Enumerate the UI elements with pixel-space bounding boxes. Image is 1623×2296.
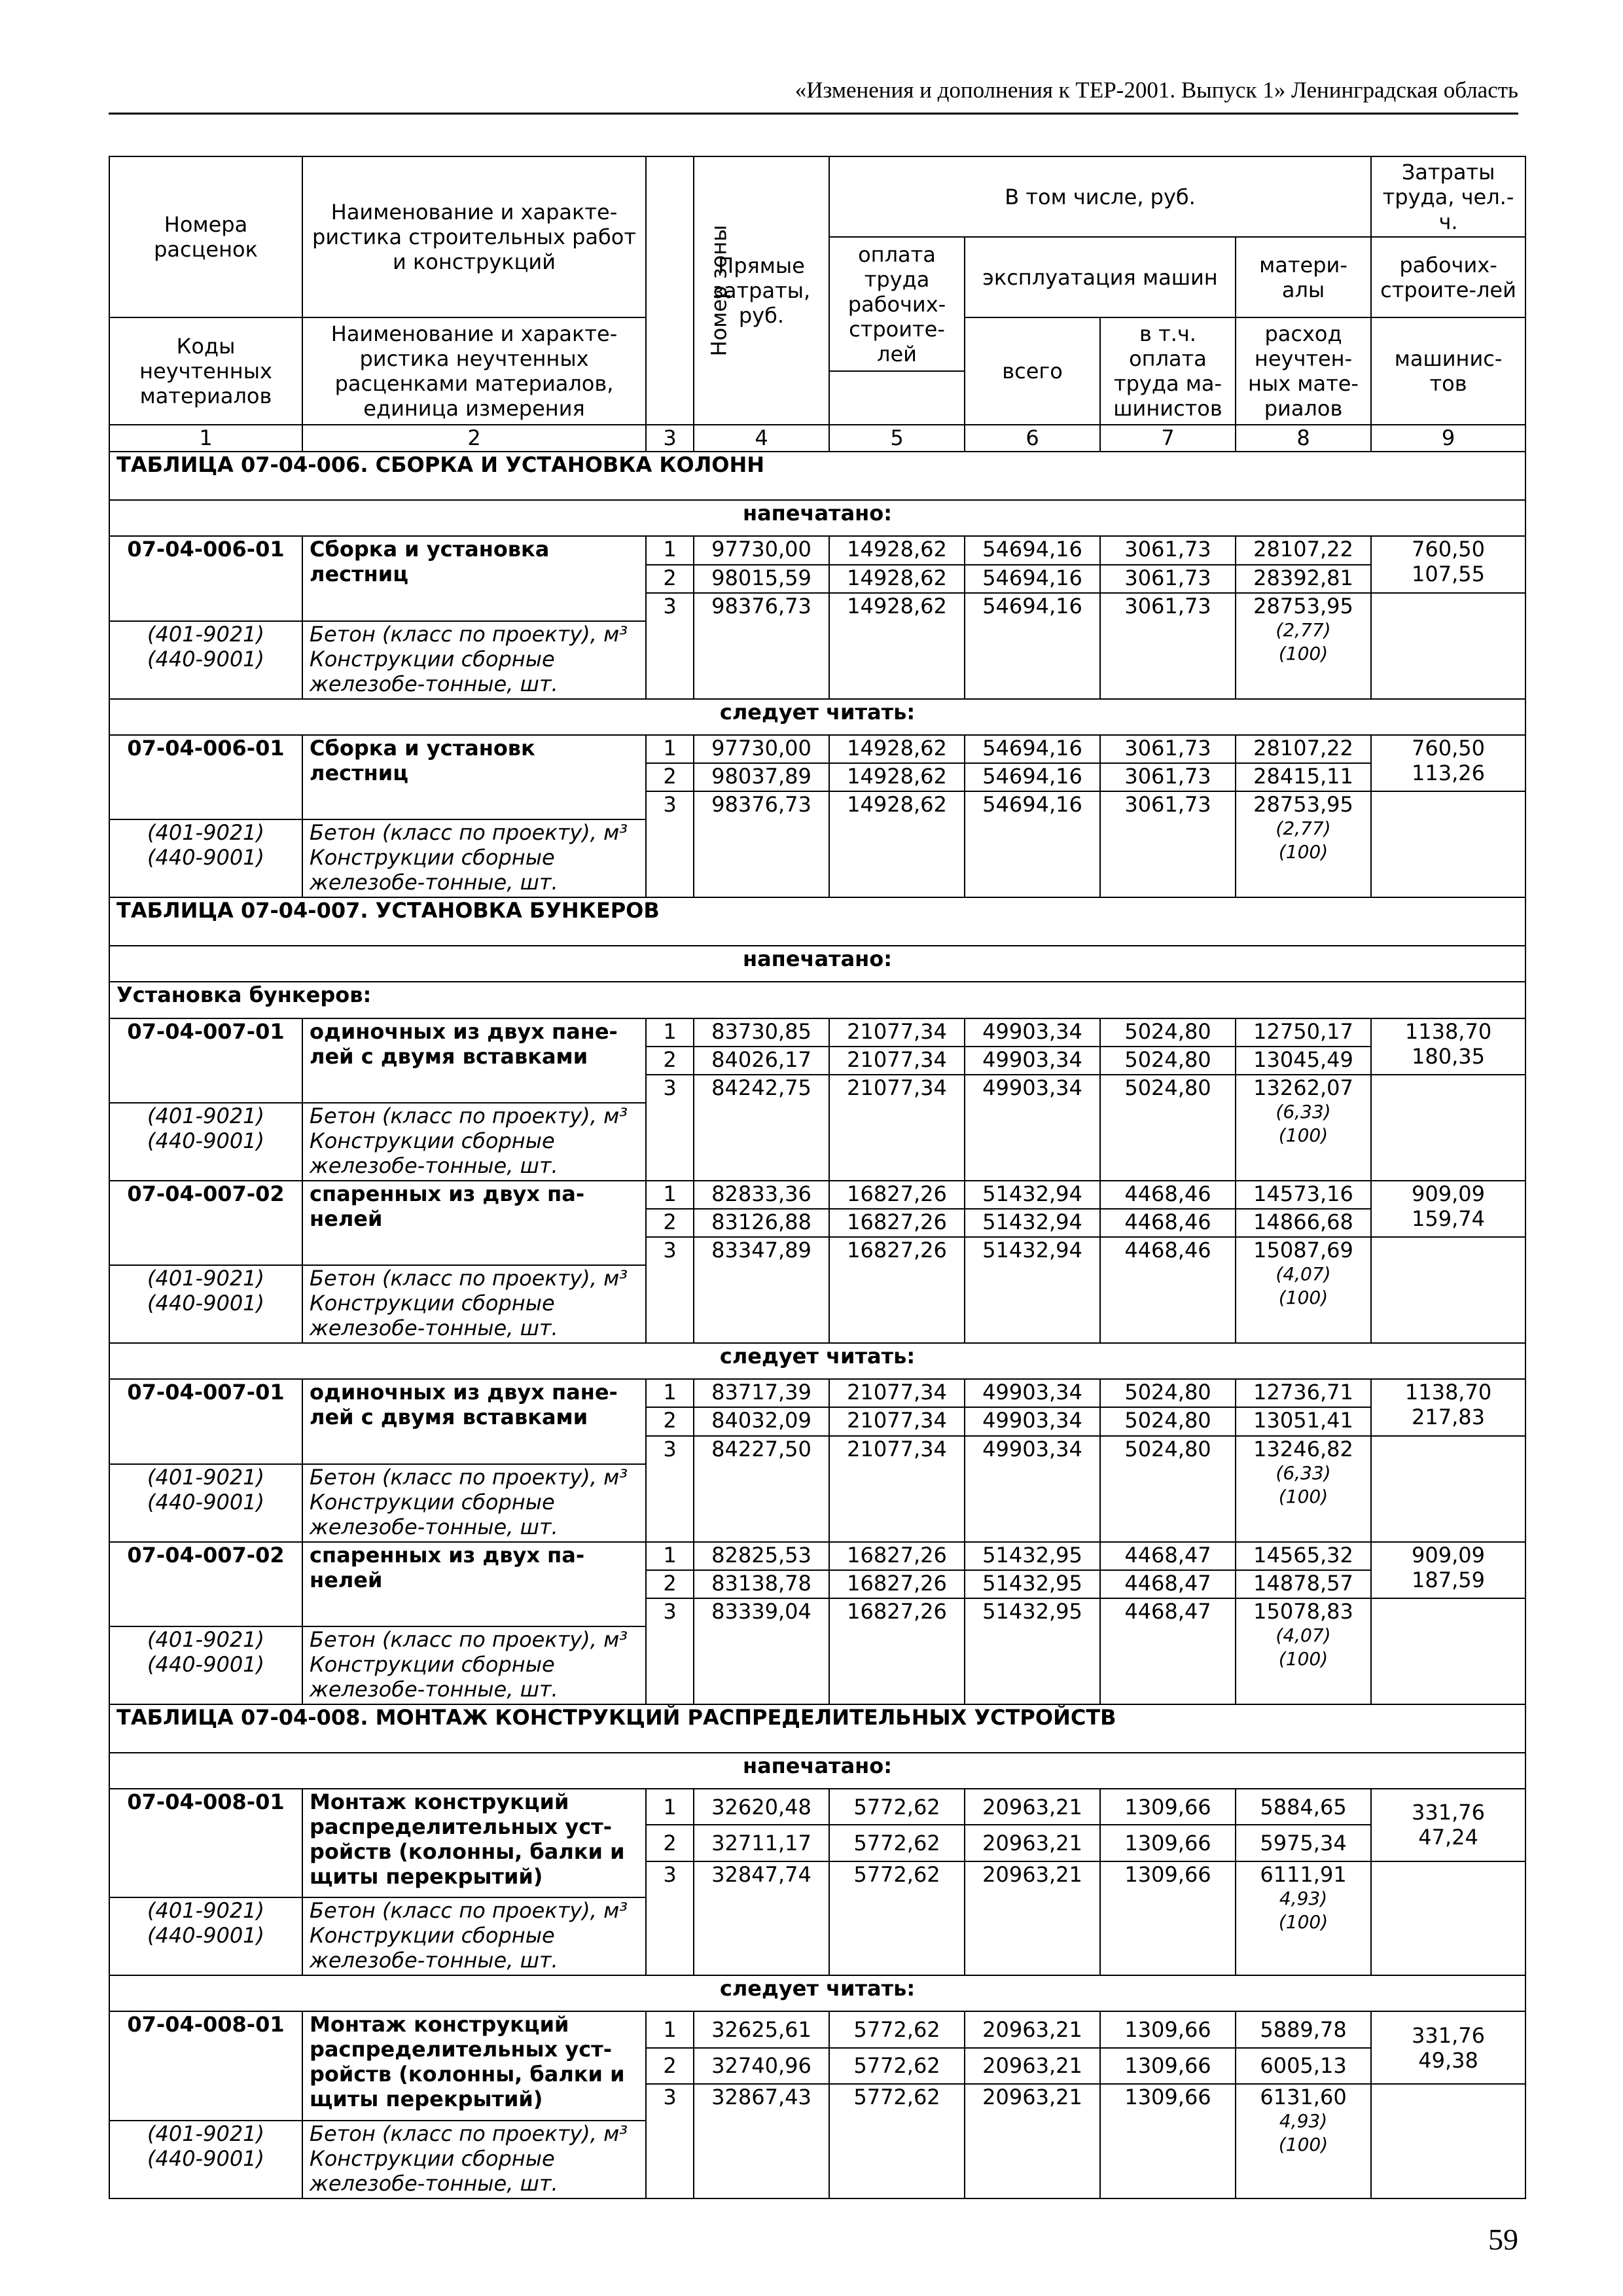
zone-cell: 1 bbox=[646, 536, 694, 564]
running-head: «Изменения и дополнения к ТЕР-2001. Выпуск 1» Ленинградская область bbox=[794, 77, 1518, 103]
material-codes: (401-9021) (440-9001) bbox=[109, 819, 302, 897]
material-names: Бетон (класс по проекту), м³ Конструкции сборные железобе-тонные, шт. bbox=[302, 621, 646, 699]
value-cell: 83126,88 bbox=[694, 1209, 829, 1237]
zone-cell: 3 bbox=[646, 2084, 694, 2198]
zone-cell: 3 bbox=[646, 1075, 694, 1181]
hdr-mat-use: расход неучтен-ных мате-риалов bbox=[1236, 317, 1371, 425]
rate-code: 07-04-006-01 bbox=[109, 536, 302, 620]
value-cell: 14878,57 bbox=[1236, 1570, 1371, 1598]
value-cell: 1309,66 bbox=[1100, 2011, 1236, 2047]
value-cell: 1309,66 bbox=[1100, 1789, 1236, 1825]
group-heading: Установка бункеров: bbox=[109, 982, 1525, 1018]
value-cell: 84242,75 bbox=[694, 1075, 829, 1181]
value-cell: 5772,62 bbox=[829, 2048, 965, 2084]
value-cell: 16827,26 bbox=[829, 1598, 965, 1704]
value-cell: 16827,26 bbox=[829, 1209, 965, 1237]
hdr-total: всего bbox=[965, 317, 1100, 425]
value-cell: 83347,89 bbox=[694, 1237, 829, 1343]
value-cell: 5884,65 bbox=[1236, 1789, 1371, 1825]
value-cell: 14928,62 bbox=[829, 565, 965, 593]
materials-cell: 6131,60 4,93) (100) bbox=[1236, 2084, 1371, 2198]
value-cell: 13051,41 bbox=[1236, 1407, 1371, 1435]
value-cell: 97730,00 bbox=[694, 536, 829, 564]
value-cell: 3061,73 bbox=[1100, 791, 1236, 897]
should-read-label: следует читать: bbox=[109, 1343, 1525, 1379]
value-cell: 49903,34 bbox=[965, 1379, 1100, 1407]
materials-cell: 28753,95 (2,77) (100) bbox=[1236, 791, 1371, 897]
hdr-machines: эксплуатация машин bbox=[965, 237, 1236, 317]
hdr-mat-codes: Коды неучтенных материалов bbox=[109, 317, 302, 425]
zone-cell: 1 bbox=[646, 1181, 694, 1209]
zone-cell: 2 bbox=[646, 1047, 694, 1075]
value-cell: 5772,62 bbox=[829, 1861, 965, 1975]
should-read-label: следует читать: bbox=[109, 1975, 1525, 2011]
value-cell: 14928,62 bbox=[829, 735, 965, 763]
col-num: 7 bbox=[1100, 425, 1236, 452]
value-cell: 49903,34 bbox=[965, 1075, 1100, 1181]
value-cell: 21077,34 bbox=[829, 1379, 965, 1407]
table-title: ТАБЛИЦА 07-04-008. МОНТАЖ КОНСТРУКЦИЙ РАСПРЕДЕЛИТЕЛЬНЫХ УСТРОЙСТВ bbox=[109, 1704, 1525, 1753]
rate-name: Монтаж конструкций распределительных уст-ройств (колонны, балки и щиты перекрытий) bbox=[302, 1789, 646, 1897]
hdr-direct: Прямые затраты, руб. bbox=[694, 156, 829, 425]
zone-cell: 2 bbox=[646, 1407, 694, 1435]
rate-code: 07-04-007-02 bbox=[109, 1181, 302, 1265]
hdr-operators: машинис-тов bbox=[1371, 317, 1525, 425]
value-cell: 5975,34 bbox=[1236, 1825, 1371, 1861]
value-cell: 4468,46 bbox=[1100, 1209, 1236, 1237]
value-cell: 1309,66 bbox=[1100, 2048, 1236, 2084]
material-codes: (401-9021) (440-9001) bbox=[109, 1464, 302, 1542]
value-cell: 20963,21 bbox=[965, 2048, 1100, 2084]
material-names: Бетон (класс по проекту), м³ Конструкции сборные железобе-тонные, шт. bbox=[302, 1103, 646, 1181]
value-cell: 20963,21 bbox=[965, 1861, 1100, 1975]
value-cell: 3061,73 bbox=[1100, 565, 1236, 593]
value-cell: 20963,21 bbox=[965, 2011, 1100, 2047]
value-cell: 1309,66 bbox=[1100, 1861, 1236, 1975]
material-codes: (401-9021) (440-9001) bbox=[109, 621, 302, 699]
value-cell: 49903,34 bbox=[965, 1047, 1100, 1075]
materials-cell: 6111,91 4,93) (100) bbox=[1236, 1861, 1371, 1975]
value-cell: 54694,16 bbox=[965, 565, 1100, 593]
material-codes: (401-9021) (440-9001) bbox=[109, 1103, 302, 1181]
value-cell: 82833,36 bbox=[694, 1181, 829, 1209]
zone-cell: 1 bbox=[646, 735, 694, 763]
col-num: 4 bbox=[694, 425, 829, 452]
value-cell: 54694,16 bbox=[965, 735, 1100, 763]
value-cell: 51432,94 bbox=[965, 1181, 1100, 1209]
value-cell: 20963,21 bbox=[965, 1825, 1100, 1861]
value-cell: 14928,62 bbox=[829, 763, 965, 791]
value-cell: 32847,74 bbox=[694, 1861, 829, 1975]
value-cell: 98376,73 bbox=[694, 791, 829, 897]
value-cell: 21077,34 bbox=[829, 1075, 965, 1181]
header-rule bbox=[109, 113, 1518, 115]
material-names: Бетон (класс по проекту), м³ Конструкции сборные железобе-тонные, шт. bbox=[302, 1265, 646, 1343]
value-cell: 83138,78 bbox=[694, 1570, 829, 1598]
hdr-incl: В том числе, руб. bbox=[829, 156, 1371, 237]
rate-name: одиночных из двух пане-лей с двумя вставками bbox=[302, 1018, 646, 1103]
material-codes: (401-9021) (440-9001) bbox=[109, 1265, 302, 1343]
value-cell: 1309,66 bbox=[1100, 1825, 1236, 1861]
materials-cell: 28753,95 (2,77) (100) bbox=[1236, 593, 1371, 699]
value-cell: 4468,47 bbox=[1100, 1542, 1236, 1570]
hdr-work-name: Наименование и характе-ристика строительных работ и конструкций bbox=[302, 156, 646, 317]
value-cell: 32625,61 bbox=[694, 2011, 829, 2047]
empty-cell bbox=[1371, 1237, 1525, 1343]
material-names: Бетон (класс по проекту), м³ Конструкции сборные железобе-тонные, шт. bbox=[302, 1464, 646, 1542]
hdr-mat-names: Наименование и характе-ристика неучтенных расценками материалов, единица измерения bbox=[302, 317, 646, 425]
zone-cell: 2 bbox=[646, 565, 694, 593]
col-num: 1 bbox=[109, 425, 302, 452]
value-cell: 3061,73 bbox=[1100, 536, 1236, 564]
materials-cell: 13246,82 (6,33) (100) bbox=[1236, 1436, 1371, 1542]
value-cell: 21077,34 bbox=[829, 1407, 965, 1435]
hdr-incl-wage: в т.ч. оплата труда ма-шинистов bbox=[1100, 317, 1236, 425]
col-num: 2 bbox=[302, 425, 646, 452]
value-cell: 16827,26 bbox=[829, 1542, 965, 1570]
rate-code: 07-04-007-01 bbox=[109, 1379, 302, 1463]
labor-cell: 1138,70 180,35 bbox=[1371, 1018, 1525, 1075]
value-cell: 51432,95 bbox=[965, 1598, 1100, 1704]
material-codes: (401-9021) (440-9001) bbox=[109, 2121, 302, 2198]
material-names: Бетон (класс по проекту), м³ Конструкции сборные железобе-тонные, шт. bbox=[302, 1626, 646, 1704]
value-cell: 16827,26 bbox=[829, 1181, 965, 1209]
value-cell: 20963,21 bbox=[965, 2084, 1100, 2198]
value-cell: 83717,39 bbox=[694, 1379, 829, 1407]
material-names: Бетон (класс по проекту), м³ Конструкции сборные железобе-тонные, шт. bbox=[302, 2121, 646, 2198]
zone-cell: 2 bbox=[646, 1209, 694, 1237]
value-cell: 51432,94 bbox=[965, 1209, 1100, 1237]
value-cell: 54694,16 bbox=[965, 791, 1100, 897]
value-cell: 5024,80 bbox=[1100, 1407, 1236, 1435]
col-num: 9 bbox=[1371, 425, 1525, 452]
rate-name: спаренных из двух па-нелей bbox=[302, 1542, 646, 1626]
value-cell: 98376,73 bbox=[694, 593, 829, 699]
material-names: Бетон (класс по проекту), м³ Конструкции сборные железобе-тонные, шт. bbox=[302, 819, 646, 897]
hdr-labor: Затраты труда, чел.-ч. bbox=[1371, 156, 1525, 237]
value-cell: 14866,68 bbox=[1236, 1209, 1371, 1237]
should-read-label: следует читать: bbox=[109, 699, 1525, 735]
value-cell: 14573,16 bbox=[1236, 1181, 1371, 1209]
value-cell: 12736,71 bbox=[1236, 1379, 1371, 1407]
value-cell: 49903,34 bbox=[965, 1018, 1100, 1047]
value-cell: 5889,78 bbox=[1236, 2011, 1371, 2047]
zone-cell: 2 bbox=[646, 763, 694, 791]
value-cell: 14928,62 bbox=[829, 536, 965, 564]
col-num: 3 bbox=[646, 425, 694, 452]
zone-cell: 1 bbox=[646, 1018, 694, 1047]
value-cell: 5772,62 bbox=[829, 1789, 965, 1825]
zone-cell: 1 bbox=[646, 1789, 694, 1825]
value-cell: 98015,59 bbox=[694, 565, 829, 593]
empty-cell bbox=[1371, 791, 1525, 897]
rate-name: спаренных из двух па-нелей bbox=[302, 1181, 646, 1265]
value-cell: 32620,48 bbox=[694, 1789, 829, 1825]
zone-cell: 2 bbox=[646, 1825, 694, 1861]
rate-name: Сборка и установка лестниц bbox=[302, 536, 646, 620]
empty-cell bbox=[1371, 593, 1525, 699]
page-number: 59 bbox=[1488, 2223, 1518, 2256]
value-cell: 28107,22 bbox=[1236, 536, 1371, 564]
zone-cell: 2 bbox=[646, 1570, 694, 1598]
value-cell: 32740,96 bbox=[694, 2048, 829, 2084]
value-cell: 5772,62 bbox=[829, 1825, 965, 1861]
value-cell: 32867,43 bbox=[694, 2084, 829, 2198]
value-cell: 5024,80 bbox=[1100, 1436, 1236, 1542]
rate-name: Монтаж конструкций распределительных уст-ройств (колонны, балки и щиты перекрытий) bbox=[302, 2011, 646, 2120]
labor-cell: 760,50 113,26 bbox=[1371, 735, 1525, 791]
hdr-zone: Номер зоны bbox=[646, 156, 694, 425]
value-cell: 51432,95 bbox=[965, 1570, 1100, 1598]
zone-cell: 3 bbox=[646, 1436, 694, 1542]
zone-cell: 2 bbox=[646, 2048, 694, 2084]
value-cell: 98037,89 bbox=[694, 763, 829, 791]
value-cell: 1309,66 bbox=[1100, 2084, 1236, 2198]
value-cell: 84227,50 bbox=[694, 1436, 829, 1542]
value-cell: 97730,00 bbox=[694, 735, 829, 763]
col-num: 6 bbox=[965, 425, 1100, 452]
value-cell: 20963,21 bbox=[965, 1789, 1100, 1825]
zone-cell: 1 bbox=[646, 1379, 694, 1407]
value-cell: 14565,32 bbox=[1236, 1542, 1371, 1570]
labor-cell: 760,50 107,55 bbox=[1371, 536, 1525, 592]
hdr-wage-cont bbox=[829, 371, 965, 425]
value-cell: 84026,17 bbox=[694, 1047, 829, 1075]
value-cell: 54694,16 bbox=[965, 763, 1100, 791]
value-cell: 12750,17 bbox=[1236, 1018, 1371, 1047]
col-num: 5 bbox=[829, 425, 965, 452]
value-cell: 5024,80 bbox=[1100, 1075, 1236, 1181]
value-cell: 28107,22 bbox=[1236, 735, 1371, 763]
value-cell: 28415,11 bbox=[1236, 763, 1371, 791]
hdr-wage: оплата труда рабочих-строите-лей bbox=[829, 237, 965, 371]
value-cell: 6005,13 bbox=[1236, 2048, 1371, 2084]
value-cell: 3061,73 bbox=[1100, 763, 1236, 791]
value-cell: 5024,80 bbox=[1100, 1379, 1236, 1407]
labor-cell: 331,76 49,38 bbox=[1371, 2011, 1525, 2084]
value-cell: 54694,16 bbox=[965, 536, 1100, 564]
material-names: Бетон (класс по проекту), м³ Конструкции сборные железобе-тонные, шт. bbox=[302, 1897, 646, 1975]
value-cell: 28392,81 bbox=[1236, 565, 1371, 593]
value-cell: 5024,80 bbox=[1100, 1018, 1236, 1047]
table-title: ТАБЛИЦА 07-04-006. СБОРКА И УСТАНОВКА КОЛОНН bbox=[109, 452, 1525, 500]
value-cell: 21077,34 bbox=[829, 1047, 965, 1075]
hdr-workers: рабочих-строите-лей bbox=[1371, 237, 1525, 317]
printed-label: напечатано: bbox=[109, 500, 1525, 536]
value-cell: 14928,62 bbox=[829, 593, 965, 699]
value-cell: 4468,46 bbox=[1100, 1237, 1236, 1343]
value-cell: 4468,47 bbox=[1100, 1570, 1236, 1598]
rate-code: 07-04-008-01 bbox=[109, 2011, 302, 2120]
value-cell: 3061,73 bbox=[1100, 735, 1236, 763]
hdr-rate-numbers: Номера расценок bbox=[109, 156, 302, 317]
value-cell: 21077,34 bbox=[829, 1018, 965, 1047]
labor-cell: 909,09 159,74 bbox=[1371, 1181, 1525, 1237]
value-cell: 5024,80 bbox=[1100, 1047, 1236, 1075]
col-num: 8 bbox=[1236, 425, 1371, 452]
value-cell: 14928,62 bbox=[829, 791, 965, 897]
value-cell: 21077,34 bbox=[829, 1436, 965, 1542]
labor-cell: 1138,70 217,83 bbox=[1371, 1379, 1525, 1435]
value-cell: 82825,53 bbox=[694, 1542, 829, 1570]
material-codes: (401-9021) (440-9001) bbox=[109, 1626, 302, 1704]
material-codes: (401-9021) (440-9001) bbox=[109, 1897, 302, 1975]
rate-name: одиночных из двух пане-лей с двумя вставками bbox=[302, 1379, 646, 1463]
zone-cell: 3 bbox=[646, 1598, 694, 1704]
zone-cell: 3 bbox=[646, 593, 694, 699]
rates-table bbox=[109, 156, 1526, 2199]
value-cell: 49903,34 bbox=[965, 1407, 1100, 1435]
zone-cell: 1 bbox=[646, 1542, 694, 1570]
value-cell: 4468,46 bbox=[1100, 1181, 1236, 1209]
materials-cell: 15078,83 (4,07) (100) bbox=[1236, 1598, 1371, 1704]
value-cell: 5772,62 bbox=[829, 2084, 965, 2198]
value-cell: 13045,49 bbox=[1236, 1047, 1371, 1075]
empty-cell bbox=[1371, 2084, 1525, 2198]
zone-cell: 3 bbox=[646, 1861, 694, 1975]
empty-cell bbox=[1371, 1861, 1525, 1975]
value-cell: 4468,47 bbox=[1100, 1598, 1236, 1704]
materials-cell: 13262,07 (6,33) (100) bbox=[1236, 1075, 1371, 1181]
rate-name: Сборка и установк лестниц bbox=[302, 735, 646, 819]
hdr-materials: матери-алы bbox=[1236, 237, 1371, 317]
empty-cell bbox=[1371, 1598, 1525, 1704]
value-cell: 83339,04 bbox=[694, 1598, 829, 1704]
labor-cell: 331,76 47,24 bbox=[1371, 1789, 1525, 1861]
empty-cell bbox=[1371, 1075, 1525, 1181]
rate-code: 07-04-007-01 bbox=[109, 1018, 302, 1103]
empty-cell bbox=[1371, 1436, 1525, 1542]
rate-code: 07-04-006-01 bbox=[109, 735, 302, 819]
value-cell: 16827,26 bbox=[829, 1570, 965, 1598]
zone-cell: 3 bbox=[646, 791, 694, 897]
printed-label: напечатано: bbox=[109, 1753, 1525, 1789]
value-cell: 51432,95 bbox=[965, 1542, 1100, 1570]
materials-cell: 15087,69 (4,07) (100) bbox=[1236, 1237, 1371, 1343]
value-cell: 83730,85 bbox=[694, 1018, 829, 1047]
value-cell: 84032,09 bbox=[694, 1407, 829, 1435]
rate-code: 07-04-007-02 bbox=[109, 1542, 302, 1626]
printed-label: напечатано: bbox=[109, 946, 1525, 982]
value-cell: 51432,94 bbox=[965, 1237, 1100, 1343]
value-cell: 16827,26 bbox=[829, 1237, 965, 1343]
value-cell: 49903,34 bbox=[965, 1436, 1100, 1542]
value-cell: 32711,17 bbox=[694, 1825, 829, 1861]
value-cell: 5772,62 bbox=[829, 2011, 965, 2047]
value-cell: 3061,73 bbox=[1100, 593, 1236, 699]
rate-code: 07-04-008-01 bbox=[109, 1789, 302, 1897]
zone-cell: 1 bbox=[646, 2011, 694, 2047]
zone-cell: 3 bbox=[646, 1237, 694, 1343]
labor-cell: 909,09 187,59 bbox=[1371, 1542, 1525, 1598]
table-title: ТАБЛИЦА 07-04-007. УСТАНОВКА БУНКЕРОВ bbox=[109, 897, 1525, 946]
value-cell: 54694,16 bbox=[965, 593, 1100, 699]
